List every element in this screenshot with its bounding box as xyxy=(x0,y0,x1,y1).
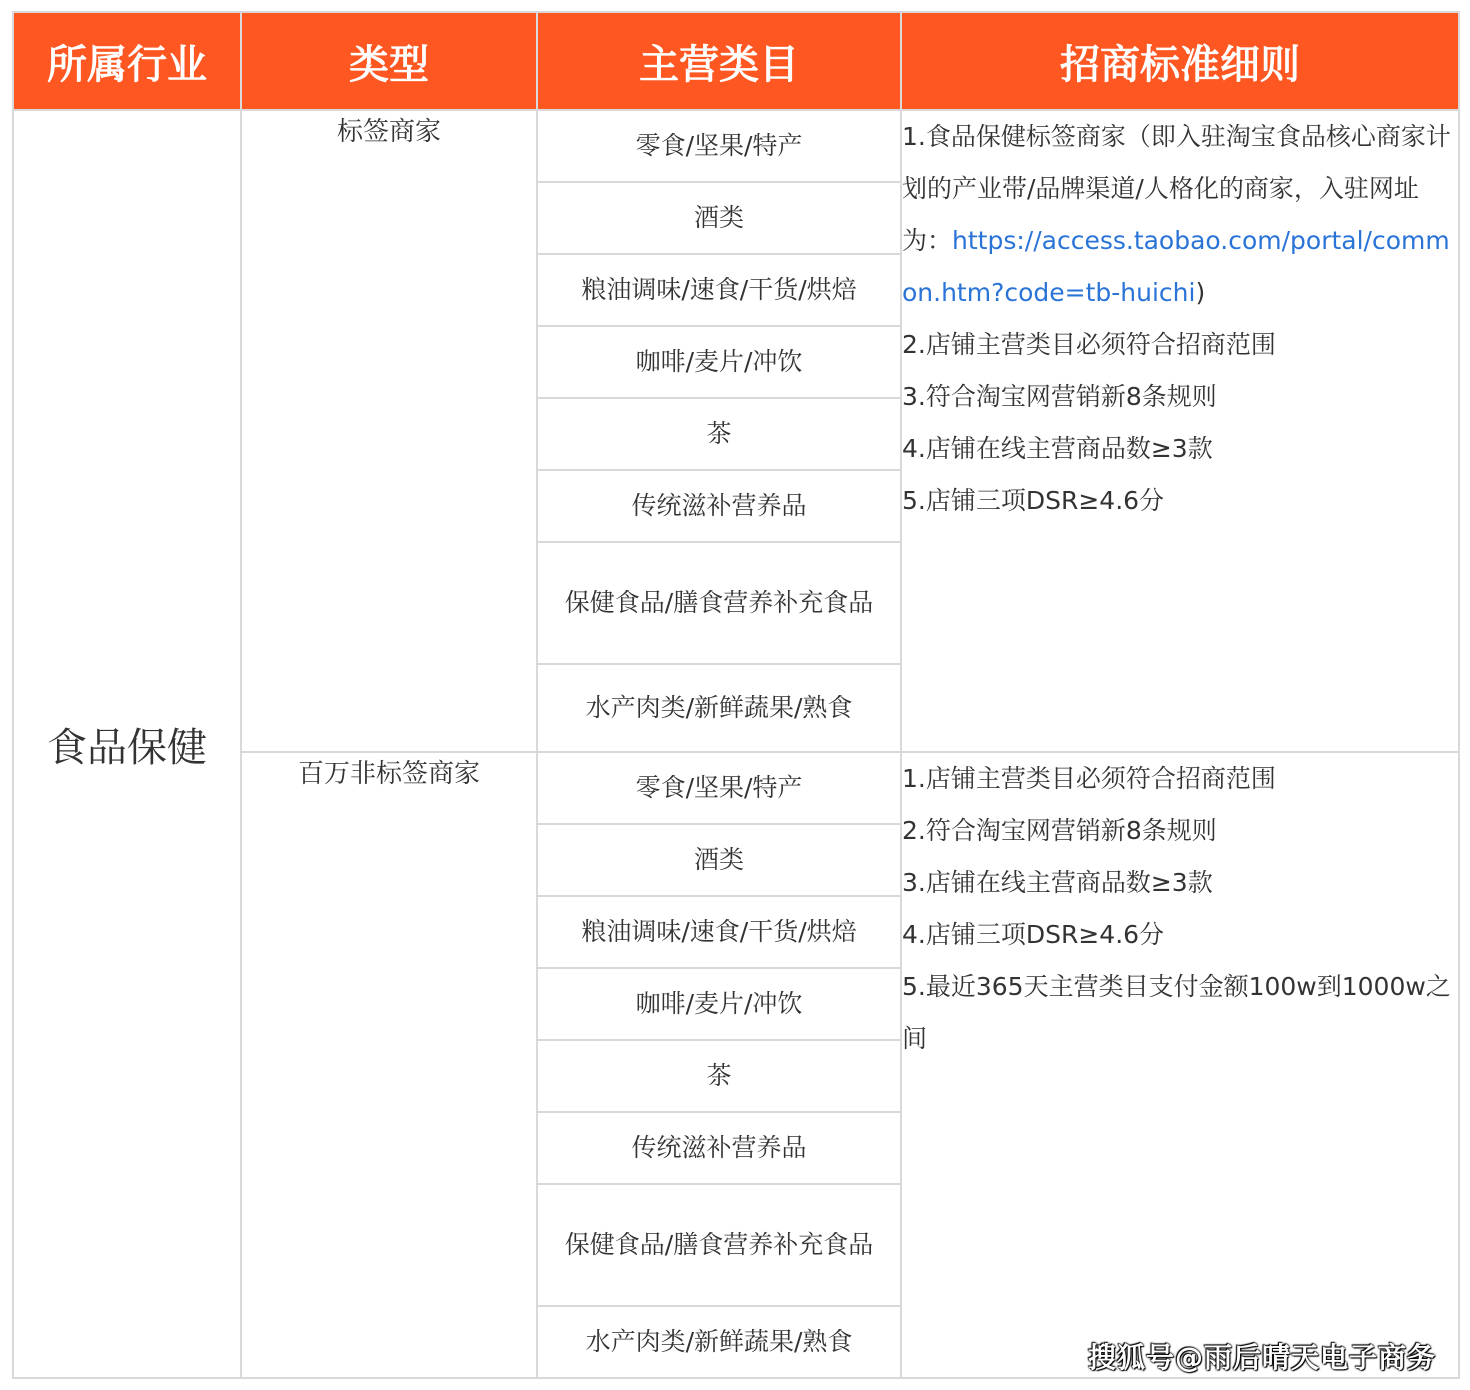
merchant-type-tagged: 标签商家 xyxy=(241,110,537,752)
rule-item: 3.店铺在线主营商品数≥3款 xyxy=(902,868,1213,897)
merchant-standards-table xyxy=(12,11,1460,1379)
header-type: 类型 xyxy=(241,12,537,110)
table-row xyxy=(13,110,1459,182)
category-cell: 水产肉类/新鲜蔬果/熟食 xyxy=(537,664,901,752)
category-cell: 零食/坚果/特产 xyxy=(537,752,901,824)
rule-item: 2.符合淘宝网营销新8条规则 xyxy=(902,816,1217,845)
category-cell: 保健食品/膳食营养补充食品 xyxy=(537,1184,901,1306)
rule-item: 5.最近365天主营类目支付金额100w到1000w之间 xyxy=(902,972,1451,1053)
portal-link[interactable]: https://access.taobao.com/portal/common.htm?code=tb-huichi xyxy=(902,226,1450,307)
category-cell: 水产肉类/新鲜蔬果/熟食 xyxy=(537,1306,901,1378)
rule-item: 4.店铺三项DSR≥4.6分 xyxy=(902,920,1165,949)
category-cell: 传统滋补营养品 xyxy=(537,1112,901,1184)
header-category: 主营类目 xyxy=(537,12,901,110)
rule-item: 2.店铺主营类目必须符合招商范围 xyxy=(902,330,1276,359)
category-cell: 粮油调味/速食/干货/烘焙 xyxy=(537,896,901,968)
rule-item: 1.店铺主营类目必须符合招商范围 xyxy=(902,764,1276,793)
category-cell: 咖啡/麦片/冲饮 xyxy=(537,968,901,1040)
category-cell: 茶 xyxy=(537,398,901,470)
category-cell: 零食/坚果/特产 xyxy=(537,110,901,182)
header-industry: 所属行业 xyxy=(13,12,241,110)
industry-cell: 食品保健 xyxy=(13,110,241,1378)
header-row xyxy=(13,12,1459,110)
category-cell: 茶 xyxy=(537,1040,901,1112)
rule-item: 4.店铺在线主营商品数≥3款 xyxy=(902,434,1213,463)
category-cell: 保健食品/膳食营养补充食品 xyxy=(537,542,901,664)
header-rules: 招商标准细则 xyxy=(901,12,1459,110)
category-cell: 传统滋补营养品 xyxy=(537,470,901,542)
rules-cell-nontagged xyxy=(901,752,1459,1378)
merchant-type-nontagged: 百万非标签商家 xyxy=(241,752,537,1378)
watermark: 搜狐号@雨后晴天电子商务 xyxy=(1087,1341,1436,1374)
rule-item: 5.店铺三项DSR≥4.6分 xyxy=(902,486,1165,515)
rule-intro: 1.食品保健标签商家（即入驻淘宝食品核心商家计划的产业带/品牌渠道/人格化的商家，入驻网址为：https://access.taobao.com/portal/common.htm?code=tb-huichi) xyxy=(902,122,1451,307)
rules-cell-tagged xyxy=(901,110,1459,752)
category-cell: 酒类 xyxy=(537,182,901,254)
rule-item: 3.符合淘宝网营销新8条规则 xyxy=(902,382,1217,411)
category-cell: 粮油调味/速食/干货/烘焙 xyxy=(537,254,901,326)
category-cell: 酒类 xyxy=(537,824,901,896)
category-cell: 咖啡/麦片/冲饮 xyxy=(537,326,901,398)
